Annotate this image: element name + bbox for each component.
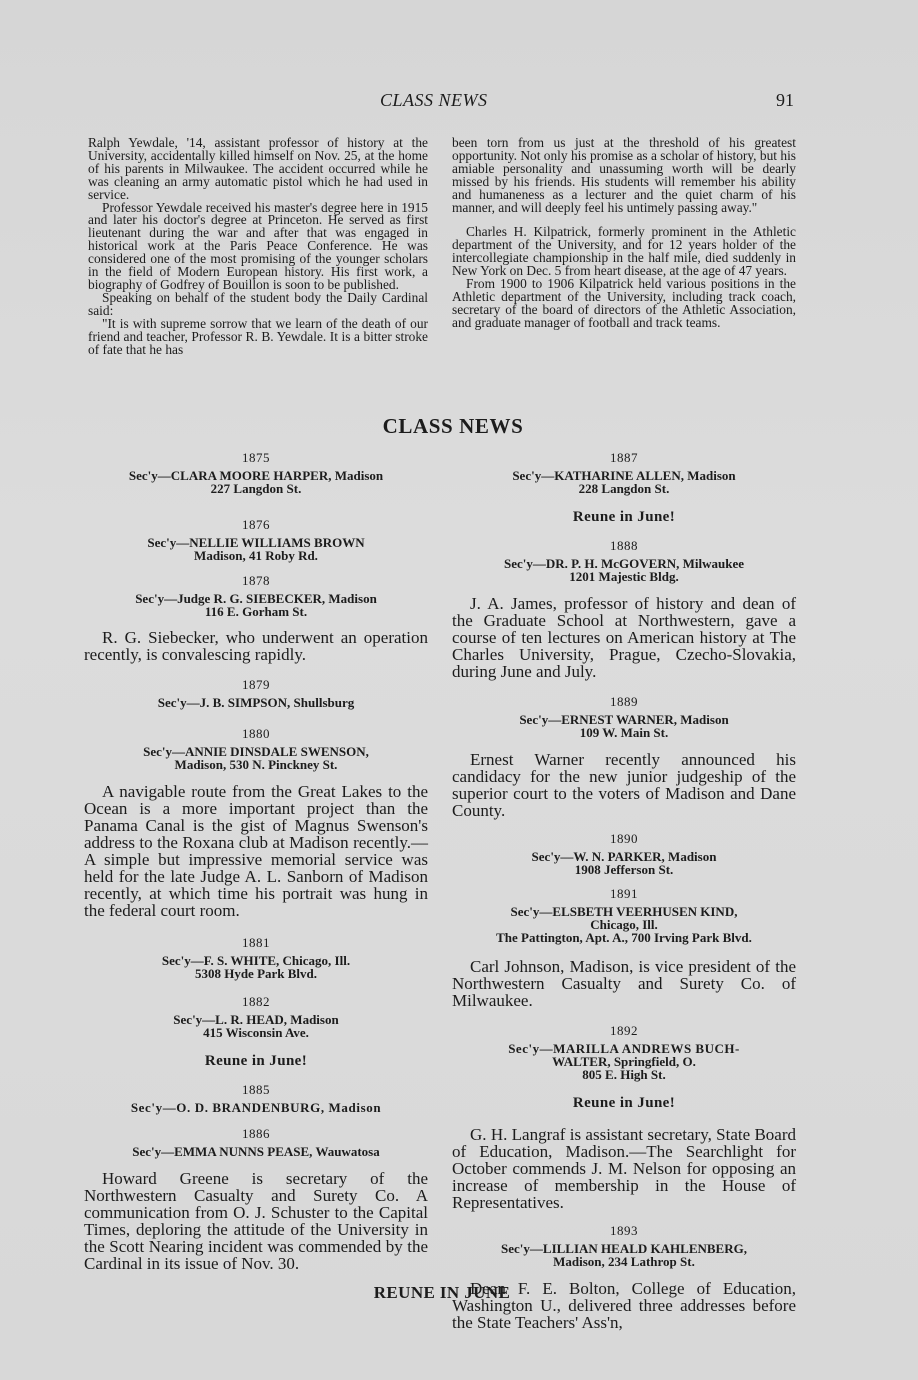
class-address: 805 E. High St. [582,1067,666,1082]
class-news-item: J. A. James, professor of history and dean of the Graduate School at Northwestern, gave a course of ten lectures on American history at The Charles University, Prague, Czecho-Slovakia, during June and July. [452,594,796,681]
class-entry-1880 [84,726,428,771]
class-address: Madison, 234 Lathrop St. [553,1254,695,1269]
class-secretary: Sec'y—F. S. WHITE, Chicago, Ill. [161,953,351,968]
class-secretary: Sec'y—O. D. BRANDENBURG, Madison [130,1100,382,1115]
class-year: 1891 [610,886,638,901]
obituary-column-right [452,137,796,330]
class-year: 1875 [242,450,270,465]
class-secretary: Sec'y—L. R. HEAD, Madison [173,1012,339,1027]
class-entry-1890 [452,831,796,876]
class-entry-1892 [452,1023,796,1081]
class-entry-1882 [84,994,428,1039]
class-secretary-continued: WALTER, Springfield, O. [552,1054,696,1069]
class-news-item: Ernest Warner recently announced his candidacy for the new junior judgeship of the superior court to the voters of Madison and Dane County. [452,750,796,820]
obituary-column-left [88,137,428,356]
section-title: CLASS NEWS [382,414,524,438]
class-year: 1889 [610,694,638,709]
obituary-paragraph: Charles H. Kilpatrick, formerly prominent in the Athletic department of the University, and for 12 years holder of the intercollegiate championship in the half mile, died suddenly in New York on Dec. 5 from heart disease, at the age of 47 years. [452,224,796,279]
obituary-paragraph: Professor Yewdale received his master's degree here in 1915 and later his doctor's degree at Princeton. He served as first lieutenant during the war and after that was engaged in historical work at the Paris Peace Conference. He was considered one of the most promising of the younger scholars in the field of Modern European history. His first work, a biography of Godfrey of Bouillon is soon to be published. [88,199,428,292]
class-secretary: Sec'y—J. B. SIMPSON, Shullsburg [157,695,355,710]
class-news-item: Dean F. E. Bolton, College of Education, Washington U., delivered three addresses before the State Teachers' Ass'n, [452,1279,796,1332]
obituary-paragraph: been torn from us just at the threshold of his greatest opportunity. Not only his promise as a scholar of history, but his amiable personality and unassuming worth will be dearly missed by his friends. His students will remember his ability and humaneness as a lecturer and the quiet charm of his manner, and will deeply feel his untimely passing away." [452,135,796,215]
class-year: 1878 [242,573,270,588]
class-year: 1880 [242,726,270,741]
class-address: 1908 Jefferson St. [574,862,674,877]
class-entry-1876 [84,517,428,562]
class-secretary: Sec'y—ERNEST WARNER, Madison [519,712,729,727]
reune-in-june-notice: Reune in June! [204,1053,308,1069]
class-news-right-column [452,450,796,1331]
class-secretary: Sec'y—EMMA NUNNS PEASE, Wauwatosa [132,1144,380,1159]
obituary-paragraph: Ralph Yewdale, '14, assistant professor of history at the University, accidentally killed himself on Nov. 25, at the home of his parents in Milwaukee. The accident occurred while he was cleaning an army automatic pistol which he had used in service. [88,135,428,202]
footer-reune-in-june: REUNE IN JUNE [373,1283,511,1302]
class-news-item: Howard Greene is secretary of the Northwestern Casualty and Surety Co. A communication from O. J. Schuster to the Capital Times, deploring the attitude of the University in the Scott Nearing incident was commended by the Cardinal in its issue of Nov. 30. [84,1169,428,1273]
class-year: 1892 [610,1023,638,1038]
class-entry-1885 [84,1082,428,1114]
class-secretary: Sec'y—DR. P. H. McGOVERN, Milwaukee [504,556,744,571]
class-secretary: Sec'y—Judge R. G. SIEBECKER, Madison [135,591,377,606]
class-news-item: R. G. Siebecker, who underwent an operation recently, is convalescing rapidly. [84,628,428,664]
class-secretary: Sec'y—CLARA MOORE HARPER, Madison [128,468,384,483]
obituary-paragraph: From 1900 to 1906 Kilpatrick held various positions in the Athletic department of the University, including track coach, secretary of the board of directors of the Athletic Association, and graduate manager of football and track teams. [452,276,796,330]
class-news-left-column [84,450,428,1272]
class-entry-1888 [452,538,796,583]
class-news-item: G. H. Langraf is assistant secretary, State Board of Education, Madison.—The Searchlight for October commends J. M. Nelson for opposing an increase of membership in the House of Representatives. [452,1125,796,1212]
class-year: 1882 [242,994,270,1009]
class-entry-1879 [84,677,428,709]
class-address: Chicago, Ill. [590,917,658,932]
class-secretary: Sec'y—MARILLA ANDREWS BUCH- [508,1041,740,1056]
class-year: 1876 [242,517,270,532]
class-secretary: Sec'y—NELLIE WILLIAMS BROWN [147,535,365,550]
class-year: 1888 [610,538,638,553]
reune-in-june-notice: Reune in June! [572,1095,676,1111]
class-address: Madison, 530 N. Pinckney St. [174,757,338,772]
class-entry-1881 [84,935,428,980]
class-address: Madison, 41 Roby Rd. [194,548,318,563]
class-year: 1887 [610,450,638,465]
class-entry-1889 [452,694,796,739]
class-address: The Pattington, Apt. A., 700 Irving Park Blvd. [496,930,752,945]
class-year: 1893 [610,1223,638,1238]
class-secretary: Sec'y—ELSBETH VEERHUSEN KIND, [510,904,738,919]
reune-in-june-notice: Reune in June! [572,509,676,525]
obituary-paragraph: Speaking on behalf of the student body the Daily Cardinal said: [88,289,428,318]
class-address: 109 W. Main St. [579,725,669,740]
class-entry-1887 [452,450,796,495]
class-year: 1886 [242,1126,270,1141]
class-news-item: A navigable route from the Great Lakes to the Ocean is a more important project than the Panama Canal is the gist of Magnus Swenson's address to the Roxana club at Madison recently.—A simple but impressive memorial service was held for the late Judge A. L. Sanborn of Madison recently, at which time his portrait was hung in the federal court room. [84,782,428,920]
class-entry-1875 [84,450,428,495]
class-address: 227 Langdon St. [210,481,302,496]
class-entry-1886 [84,1126,428,1158]
class-year: 1890 [610,831,638,846]
class-year: 1885 [242,1082,270,1097]
class-secretary: Sec'y—KATHARINE ALLEN, Madison [512,468,736,483]
class-secretary: Sec'y—ANNIE DINSDALE SWENSON, [143,744,369,759]
class-news-item: Carl Johnson, Madison, is vice president of the Northwestern Casualty and Surety Co. of Milwaukee. [452,957,796,1010]
class-address: 1201 Majestic Bldg. [569,569,679,584]
class-secretary: Sec'y—LILLIAN HEALD KAHLENBERG, [501,1241,747,1256]
obituary-paragraph: "It is with supreme sorrow that we learn of the death of our friend and teacher, Professor R. B. Yewdale. It is a bitter stroke of fate that he has [88,315,428,357]
class-year: 1879 [242,677,270,692]
class-address: 5308 Hyde Park Blvd. [194,966,318,981]
class-secretary: Sec'y—W. N. PARKER, Madison [531,849,717,864]
class-address: 116 E. Gorham St. [204,604,308,619]
class-entry-1893 [452,1223,796,1268]
class-address: 415 Wisconsin Ave. [203,1025,309,1040]
class-year: 1881 [242,935,270,950]
running-title: CLASS NEWS [380,90,488,110]
class-entry-1891 [452,886,796,944]
class-entry-1878 [84,573,428,618]
class-address: 228 Langdon St. [578,481,670,496]
page-header [0,90,918,114]
page-number: 91 [776,90,794,110]
